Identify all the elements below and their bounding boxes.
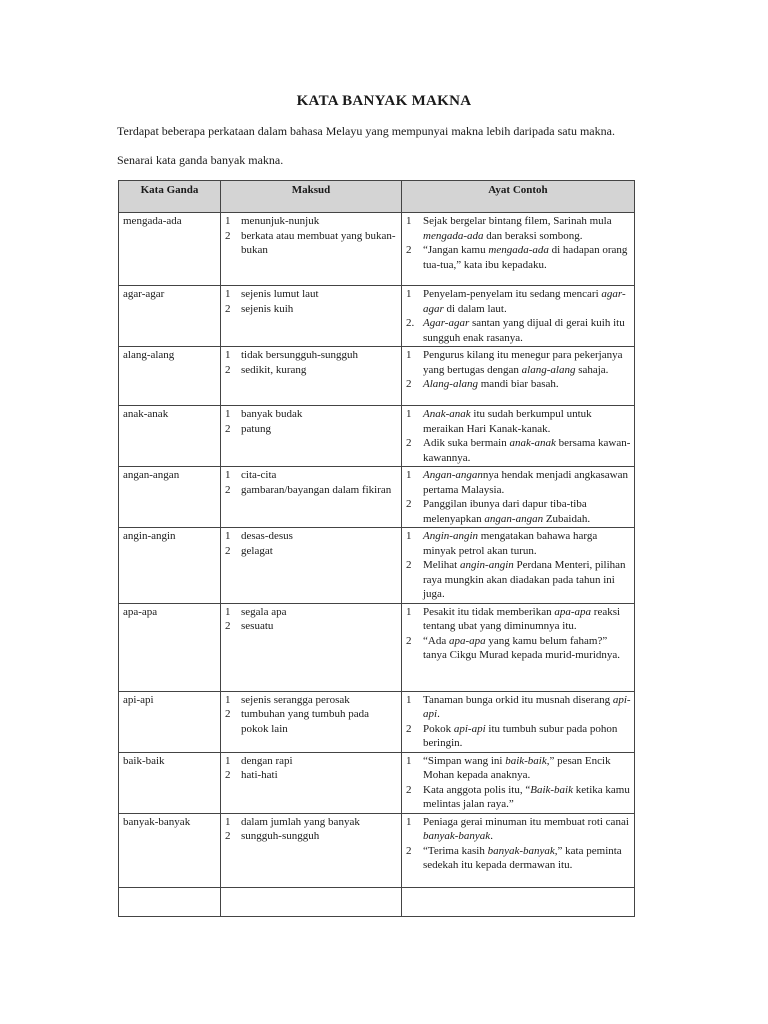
item-number: 2 — [406, 783, 412, 796]
ayat-contoh-cell — [402, 213, 635, 286]
header-ayat-contoh: Ayat Contoh — [402, 181, 635, 213]
maksud-item — [225, 363, 398, 378]
ayat-item — [406, 243, 631, 272]
item-number: 1 — [225, 754, 231, 767]
item-number: 1 — [406, 215, 412, 227]
item-number: 1 — [406, 469, 412, 481]
item-number: 1 — [225, 530, 231, 542]
maksud-item — [225, 407, 398, 422]
ayat-contoh-cell — [402, 603, 635, 691]
item-number: 1 — [225, 815, 231, 828]
table-row — [119, 603, 635, 691]
maksud-item — [225, 422, 398, 437]
page-title: KATA BANYAK MAKNA — [296, 93, 472, 109]
ayat-item — [406, 468, 631, 497]
item-number: 2 — [406, 498, 412, 510]
ayat-item — [406, 497, 631, 526]
kata-ganda-cell — [119, 887, 221, 916]
ayat-item — [406, 287, 631, 316]
maksud-item — [225, 287, 398, 302]
item-number: 2 — [225, 830, 231, 842]
table-row — [119, 691, 635, 752]
item-number: 2 — [225, 229, 231, 242]
item-text: hati-hati — [241, 769, 278, 781]
maksud-item — [225, 619, 398, 634]
ayat-item — [406, 529, 631, 558]
ayat-contoh-cell — [402, 691, 635, 752]
item-text: tumbuhan yang tumbuh pada pokok lain — [241, 708, 370, 735]
item-number: 1 — [225, 408, 231, 420]
item-text: Melihat angin-angin Perdana Menteri, pilihan raya mungkin akan diadakan pada tahun ini juga. — [423, 559, 626, 600]
item-text: desas-desus — [241, 530, 293, 542]
item-number: 2 — [225, 422, 231, 435]
table-row — [119, 347, 635, 406]
maksud-cell — [221, 347, 402, 406]
maksud-item — [225, 754, 398, 769]
item-number: 1 — [225, 215, 231, 227]
ayat-contoh-cell — [402, 347, 635, 406]
maksud-cell — [221, 528, 402, 604]
ayat-item — [406, 693, 631, 722]
item-number: 1 — [406, 349, 412, 361]
item-text: Adik suka bermain anak-anak bersama kawan-kawannya. — [423, 437, 631, 464]
kata-ganda-cell: api-api — [119, 691, 221, 752]
item-text: Tanaman bunga orkid itu musnah diserang api-api. — [423, 693, 631, 720]
item-text: Pesakit itu tidak memberikan apa-apa reaksi tentang ubat yang diminumnya itu. — [423, 605, 621, 632]
item-text: Anak-anak itu sudah berkumpul untuk meraikan Hari Kanak-kanak. — [423, 408, 592, 435]
item-text: Kata anggota polis itu, “Baik-baik ketika kamu melintas jalan raya.” — [423, 783, 630, 810]
item-text: Pokok api-api itu tumbuh subur pada pohon beringin. — [423, 722, 618, 749]
item-text: Angan-angannya hendak menjadi angkasawan pertama Malaysia. — [423, 469, 628, 496]
item-number: 2 — [406, 437, 412, 449]
maksud-cell — [221, 752, 402, 813]
item-number: 2 — [406, 844, 412, 857]
table-body — [119, 213, 635, 917]
maksud-cell — [221, 887, 402, 916]
maksud-item — [225, 302, 398, 317]
item-number: 2 — [225, 302, 231, 315]
header-kata-ganda: Kata Ganda — [119, 181, 221, 213]
item-number: 1 — [225, 288, 231, 300]
item-text: sungguh-sungguh — [241, 830, 320, 842]
ayat-contoh-cell — [402, 813, 635, 887]
maksud-item — [225, 348, 398, 363]
item-number: 2 — [406, 722, 412, 735]
item-text: sesuatu — [241, 620, 274, 632]
item-number: 2 — [406, 378, 412, 390]
list-caption: Senarai kata ganda banyak makna. — [117, 153, 284, 167]
item-text: “Jangan kamu mengada-ada di hadapan orang tua-tua,” kata ibu kepadaku. — [423, 244, 628, 271]
maksud-item — [225, 214, 398, 229]
ayat-item — [406, 815, 631, 844]
item-number: 2 — [225, 544, 231, 557]
maksud-cell — [221, 286, 402, 347]
ayat-contoh-cell — [402, 528, 635, 604]
item-text: “Simpan wang ini baik-baik,” pesan Encik Mohan kepada anaknya. — [423, 754, 611, 781]
kata-ganda-cell: alang-alang — [119, 347, 221, 406]
item-number: 1 — [225, 349, 231, 361]
item-text: “Terima kasih banyak-banyak,” kata peminta sedekah itu kepada dermawan itu. — [423, 844, 622, 871]
item-text: segala apa — [241, 605, 287, 618]
item-number: 2. — [406, 317, 415, 329]
item-text: Agar-agar santan yang dijual di gerai kuih itu sungguh enak rasanya. — [423, 317, 625, 344]
table-row — [119, 813, 635, 887]
item-text: sejenis serangga perosak — [241, 693, 350, 706]
kata-ganda-cell: baik-baik — [119, 752, 221, 813]
maksud-cell — [221, 406, 402, 467]
item-number: 2 — [225, 483, 231, 496]
item-text: “Ada apa-apa yang kamu belum faham?” tanya Cikgu Murad kepada murid-muridnya. — [423, 634, 621, 661]
item-text: berkata atau membuat yang bukan-bukan — [241, 229, 396, 256]
item-text: Sejak bergelar bintang filem, Sarinah mula mengada-ada dan beraksi sombong. — [423, 215, 612, 242]
ayat-item — [406, 634, 631, 663]
maksud-cell — [221, 603, 402, 691]
maksud-item — [225, 483, 398, 498]
ayat-item — [406, 558, 631, 602]
item-text: sejenis lumut laut — [241, 288, 319, 300]
table-row — [119, 406, 635, 467]
item-text: Peniaga gerai minuman itu membuat roti canai banyak-banyak. — [423, 815, 629, 842]
item-text: banyak budak — [241, 408, 303, 420]
word-table — [118, 180, 635, 917]
maksud-item — [225, 693, 398, 708]
kata-ganda-cell: angin-angin — [119, 528, 221, 604]
table-header-row — [119, 181, 635, 213]
maksud-item — [225, 815, 398, 830]
ayat-item — [406, 407, 631, 436]
maksud-item — [225, 229, 398, 258]
item-text: sejenis kuih — [241, 302, 294, 315]
maksud-item — [225, 468, 398, 483]
item-text: menunjuk-nunjuk — [241, 215, 320, 227]
item-number: 1 — [406, 754, 412, 767]
item-text: dalam jumlah yang banyak — [241, 815, 360, 828]
kata-ganda-cell: anak-anak — [119, 406, 221, 467]
item-text: gelagat — [241, 544, 273, 557]
ayat-item — [406, 377, 631, 392]
table-row — [119, 752, 635, 813]
item-text: dengan rapi — [241, 754, 293, 767]
ayat-contoh-cell — [402, 887, 635, 916]
maksud-item — [225, 605, 398, 620]
item-text: tidak bersungguh-sungguh — [241, 349, 359, 361]
kata-ganda-cell: agar-agar — [119, 286, 221, 347]
kata-ganda-cell: mengada-ada — [119, 213, 221, 286]
item-number: 1 — [406, 693, 412, 706]
item-number: 2 — [406, 634, 412, 647]
item-number: 1 — [406, 530, 412, 542]
item-text: gambaran/bayangan dalam fikiran — [241, 483, 392, 496]
kata-ganda-cell: apa-apa — [119, 603, 221, 691]
item-number: 2 — [225, 363, 231, 376]
maksud-item — [225, 768, 398, 783]
item-number: 2 — [406, 559, 412, 571]
maksud-cell — [221, 213, 402, 286]
item-text: cita-cita — [241, 469, 277, 481]
ayat-contoh-cell — [402, 286, 635, 347]
intro-paragraph: Terdapat beberapa perkataan dalam bahasa Melayu yang mempunyai makna lebih daripada satu makna. — [117, 124, 615, 138]
ayat-item — [406, 436, 631, 465]
item-number: 2 — [225, 769, 231, 781]
ayat-item — [406, 754, 631, 783]
maksud-item — [225, 529, 398, 544]
ayat-item — [406, 316, 631, 345]
item-number: 1 — [406, 815, 412, 828]
item-number: 2 — [406, 244, 412, 256]
item-number: 1 — [406, 605, 412, 618]
kata-ganda-cell: angan-angan — [119, 467, 221, 528]
item-number: 2 — [225, 708, 231, 720]
ayat-item — [406, 605, 631, 634]
item-number: 1 — [225, 469, 231, 481]
ayat-item — [406, 722, 631, 751]
item-number: 2 — [225, 620, 231, 632]
maksud-cell — [221, 467, 402, 528]
maksud-item — [225, 829, 398, 844]
item-number: 1 — [406, 408, 412, 420]
item-number: 1 — [225, 605, 231, 618]
item-text: Angin-angin mengatakan bahawa harga minyak petrol akan turun. — [423, 530, 598, 557]
table-row — [119, 528, 635, 604]
kata-ganda-cell: banyak-banyak — [119, 813, 221, 887]
item-text: sedikit, kurang — [241, 363, 307, 376]
maksud-item — [225, 544, 398, 559]
maksud-item — [225, 707, 398, 736]
item-number: 1 — [406, 288, 412, 300]
table-row — [119, 467, 635, 528]
ayat-item — [406, 348, 631, 377]
ayat-contoh-cell — [402, 467, 635, 528]
ayat-item — [406, 783, 631, 812]
ayat-item — [406, 844, 631, 873]
maksud-cell — [221, 813, 402, 887]
item-text: Pengurus kilang itu menegur para pekerjanya yang bertugas dengan alang-alang sahaja. — [423, 349, 623, 376]
item-text: patung — [241, 422, 271, 435]
item-text: Penyelam-penyelam itu sedang mencari agar-agar di dalam laut. — [423, 288, 626, 315]
table-row — [119, 286, 635, 347]
item-text: Panggilan ibunya dari dapur tiba-tiba melenyapkan angan-angan Zubaidah. — [423, 498, 591, 525]
ayat-item — [406, 214, 631, 243]
item-text: Alang-alang mandi biar basah. — [423, 378, 559, 390]
ayat-contoh-cell — [402, 752, 635, 813]
table-row — [119, 887, 635, 916]
maksud-cell — [221, 691, 402, 752]
header-maksud: Maksud — [221, 181, 402, 213]
table-row — [119, 213, 635, 286]
ayat-contoh-cell — [402, 406, 635, 467]
item-number: 1 — [225, 693, 231, 706]
